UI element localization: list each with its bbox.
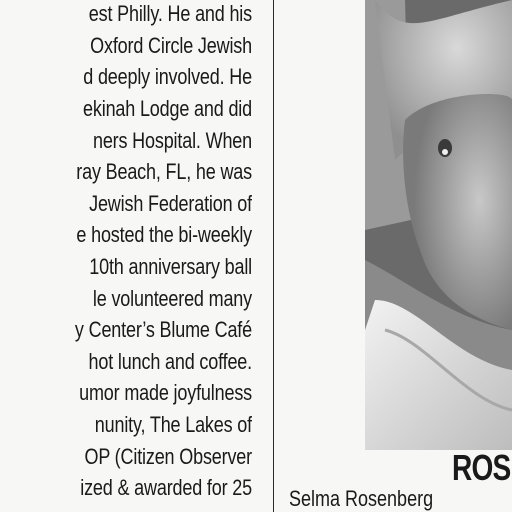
article-line: nunity, The Lakes of — [94, 412, 252, 437]
article-line: ners Hospital. When — [92, 128, 252, 153]
article-line: OP (Citizen Observer — [84, 444, 252, 469]
article-line: d deeply involved. He — [83, 64, 252, 89]
article-line: y Center’s Blume Café — [74, 317, 252, 342]
portrait-photo — [365, 0, 512, 450]
article-line: 10th anniversary ball — [89, 254, 252, 279]
article-column — [0, 0, 252, 512]
article-line: umor made joyfulness — [79, 380, 252, 405]
photo-caption: Selma Rosenberg — [289, 486, 434, 511]
article-line: est Philly. He and his — [88, 1, 252, 26]
article-line: ekinah Lodge and did — [83, 96, 252, 121]
article-line: ized & awarded for 25 — [80, 475, 252, 500]
obituary-headline: ROS — [452, 447, 511, 488]
article-line: Oxford Circle Jewish — [90, 33, 252, 58]
column-divider — [273, 0, 274, 512]
article-line: hot lunch and coffee. — [88, 349, 252, 374]
article-line: e hosted the bi-weekly — [76, 222, 252, 247]
article-line: Jewish Federation of — [89, 191, 252, 216]
portrait-photo-icon — [365, 0, 512, 450]
article-line: le volunteered many — [92, 286, 252, 311]
article-line: ray Beach, FL, he was — [76, 159, 252, 184]
